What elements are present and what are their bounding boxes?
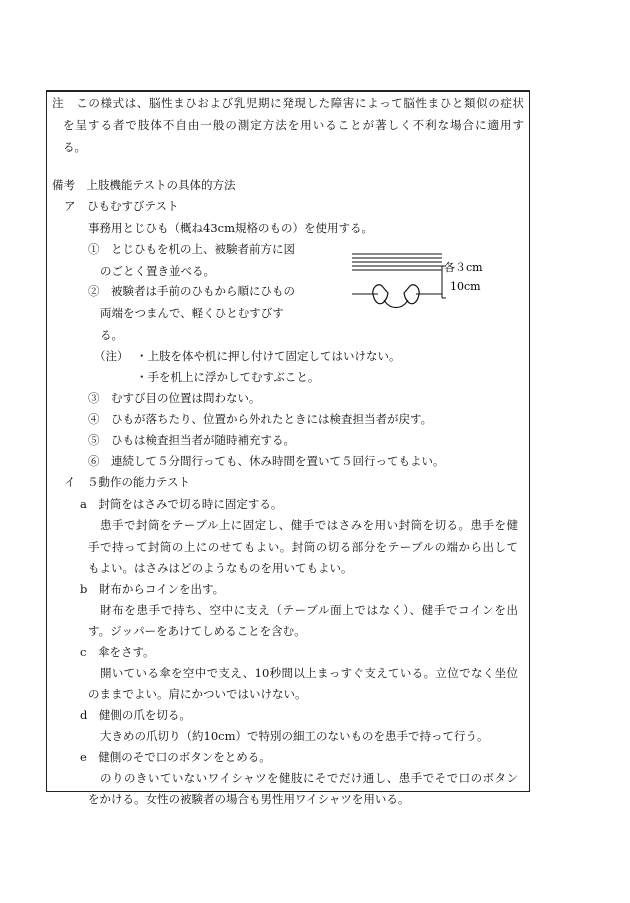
sub-c-line-1: 開いている傘を空中で支え、10秒間以上まっすぐ支えている。立位でなく坐位 <box>100 666 518 680</box>
section-b-title: イ ５動作の能力テスト <box>64 475 191 489</box>
sub-a-line-1: 患手で封筒をテーブル上に固定し、健手ではさみを用い封筒を切る。患手を健 <box>100 518 518 532</box>
item-2-line-2: 両端をつまんで、軽くひとむすびす <box>100 306 284 320</box>
sub-d-title: d 健側の爪を切る。 <box>80 708 191 722</box>
figure-label-height: 10cm <box>450 280 481 293</box>
note-label: （注） <box>94 349 129 363</box>
sub-e-title: e 健側のそで口のボタンをとめる。 <box>80 750 271 764</box>
note-line-1: 注 この様式は、脳性まひおよび乳児期に発現した障害によって脳性まひと類似の症状 <box>52 96 524 110</box>
item-3: ③ むすび目の位置は問わない。 <box>88 391 261 405</box>
sub-b-title: b 財布からコインを出す。 <box>80 582 225 596</box>
sub-a-line-2: 手で持って封筒の上にのせてもよい。封筒の切る部分をテーブルの端から出して <box>88 540 518 554</box>
sub-e-line-1: のりのきいていないワイシャツを健肢にそでだけ通し、患手でそで口のボタン <box>100 771 518 785</box>
item-2-line-3: る。 <box>100 328 123 342</box>
sub-b-line-1: 財布を患手で持ち、空中に支え（テーブル面上ではなく）、健手でコインを出 <box>100 603 518 617</box>
item-1-line-1: ① とじひもを机の上、被験者前方に図 <box>88 242 295 256</box>
figure-label-spacing: 各３cm <box>444 261 483 274</box>
item-2-line-1: ② 被験者は手前のひもから順にひもの <box>88 284 295 298</box>
note-line-2: を呈する者で肢体不自由一般の測定方法を用いることが著しく不利な場合に適用す <box>63 118 524 132</box>
item-1-line-2: のごとく置き並べる。 <box>100 264 215 278</box>
item-4: ④ ひもが落ちたり、位置から外れたときには検査担当者が戻す。 <box>88 412 433 426</box>
sub-d-line-1: 大きめの爪切り（約10cm）で特別の細工のないものを患手で持って行う。 <box>100 729 489 743</box>
sub-a-title: a 封筒をはさみで切る時に固定する。 <box>80 497 283 511</box>
sub-e-line-2: をかける。女性の被験者の場合も男性用ワイシャツを用いる。 <box>88 792 410 806</box>
string-layout-figure <box>350 248 490 320</box>
section-a-intro: 事務用とじひも（概ね43cm規格のもの）を使用する。 <box>88 221 373 235</box>
section-a-title: ア ひもむすびテスト <box>64 199 179 213</box>
note-item-1: ・上肢を体や机に押し付けて固定してはいけない。 <box>136 349 401 363</box>
sub-c-title: c 傘をさす。 <box>80 645 155 659</box>
item-6: ⑥ 連続して５分間行っても、休み時間を置いて５回行ってもよい。 <box>88 454 445 468</box>
note-item-2: ・手を机上に浮かしてむすぶこと。 <box>136 370 320 384</box>
sub-a-line-3: もよい。はさみはどのようなものを用いてもよい。 <box>88 561 353 575</box>
sub-c-line-2: のままでよい。肩にかついではいけない。 <box>88 687 307 701</box>
item-5: ⑤ ひもは検査担当者が随時補充する。 <box>88 433 295 447</box>
remarks-heading: 備考 上肢機能テストの具体的方法 <box>52 178 236 192</box>
note-line-3: る。 <box>63 140 86 154</box>
sub-b-line-2: す。ジッパーをあけてしめることを含む。 <box>88 624 306 638</box>
